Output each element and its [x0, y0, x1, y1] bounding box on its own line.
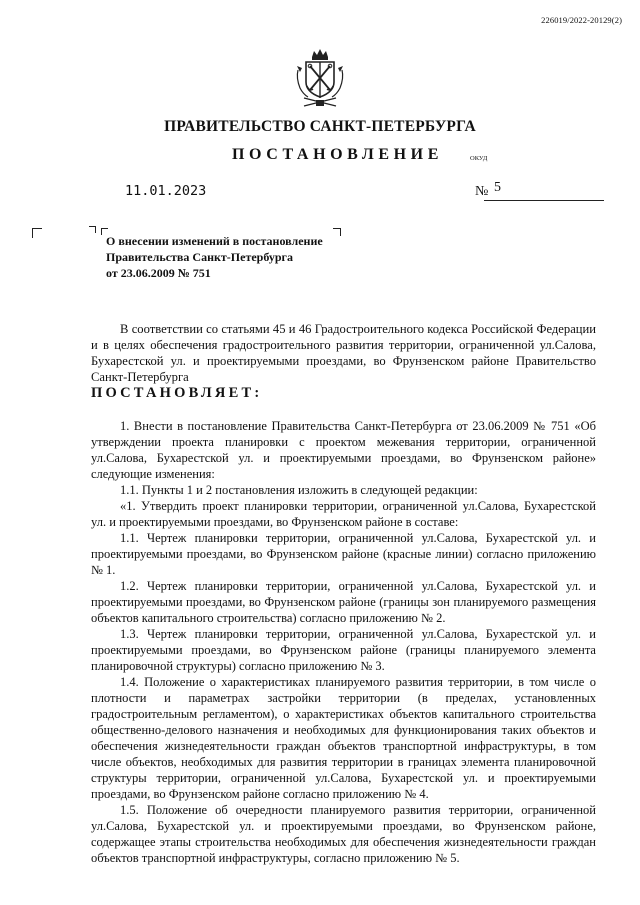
subject-line: О внесении изменений в постановление — [106, 234, 323, 248]
number-sign: № — [475, 184, 489, 199]
paragraph-appendix-3: 1.3. Чертеж планировки территории, ограниченной ул.Салова, Бухарестской ул. и проектируемыми проездами, во Фрунзенском районе (границы планируемого элемента планировочной структуры) согласно приложению № 3. — [91, 627, 596, 673]
decree-number: 5 — [494, 180, 501, 195]
corner-mark-left — [32, 228, 42, 238]
paragraph-item-1-1: 1.1. Пункты 1 и 2 постановления изложить в следующей редакции: — [120, 483, 478, 497]
decree-date: 11.01.2023 — [125, 183, 207, 199]
paragraph-appendix-4: 1.4. Положение о характеристиках планируемого развития территории, в том числе о плотности и параметрах застройки территории (в пределах, установленных градостроительным регламентом), о характеристиках объектов капитального строительства общественно-делового назначения и необходимых для функционирования таких объектов и обеспечения жизнедеятельности граждан объектов транспортной инфраструктуры, в том числе объектов, необходимых для развития территории в границах элемента планировочной структуры территории, ограниченной ул.Салова, Бухарестской ул. и проектируемыми проездами, во Фрунзенском районе согласно приложению № 4. — [91, 675, 596, 801]
paragraph-item-1: 1. Внести в постановление Правительства Санкт-Петербурга от 23.06.2009 № 751 «Об утверждении проекта планировки с проектом межевания территории, ограниченной ул.Салова, Бухарестской ул. и проектируемыми проездами, во Фрунзенском районе» следующие изменения: — [91, 419, 596, 481]
paragraph-appendix-2: 1.2. Чертеж планировки территории, ограниченной ул.Салова, Бухарестской ул. и проектируемыми проездами, во Фрунзенском районе (границы зон планируемого размещения объектов капитального строительства) согласно приложению № 2. — [91, 579, 596, 625]
document-type-title: ПОСТАНОВЛЕНИЕ — [232, 146, 443, 163]
paragraph-appendix-5: 1.5. Положение об очередности планируемого развития территории, ограниченной ул.Салова, Бухарестской ул. и проектируемыми проездами, во Фрунзенском районе, содержащее этапы строительства необходимых для обеспечения жизнедеятельности граждан объектов транспортной инфраструктуры, согласно приложению № 5. — [91, 803, 596, 865]
subject-line: Правительства Санкт-Петербурга — [106, 250, 294, 264]
decree-subject — [106, 233, 366, 281]
decree-heading: ПОСТАНОВЛЯЕТ: — [91, 385, 263, 401]
subject-line: от 23.06.2009 № 751 — [106, 266, 211, 280]
government-name: ПРАВИТЕЛЬСТВО САНКТ-ПЕТЕРБУРГА — [164, 118, 476, 135]
paragraph-appendix-1: 1.1. Чертеж планировки территории, ограниченной ул.Салова, Бухарестской ул. и проектируемыми проездами, во Фрунзенском районе (красные линии) согласно приложению № 1. — [91, 531, 596, 577]
document-registration-number: 226019/2022-20129(2) — [541, 15, 622, 25]
decree-body — [91, 418, 596, 866]
number-underline — [484, 200, 604, 201]
paragraph-quoted-1: «1. Утвердить проект планировки территории, ограниченной ул.Салова, Бухарестской ул. и проектируемыми проездами, во Фрунзенском районе в составе: — [91, 499, 596, 529]
saint-petersburg-coat-of-arms-icon — [294, 48, 346, 112]
corner-mark-subject-left-a — [89, 226, 96, 233]
preamble-paragraph: В соответствии со статьями 45 и 46 Градостроительного кодекса Российской Федерации и в целях обеспечения градостроительного развития территории, ограниченной ул.Салова, Бухарестской ул. и проектируемыми проездами, во Фрунзенском районе Правительство Санкт-Петербурга — [91, 322, 596, 384]
okud-code-label: ОКУД — [470, 155, 488, 162]
